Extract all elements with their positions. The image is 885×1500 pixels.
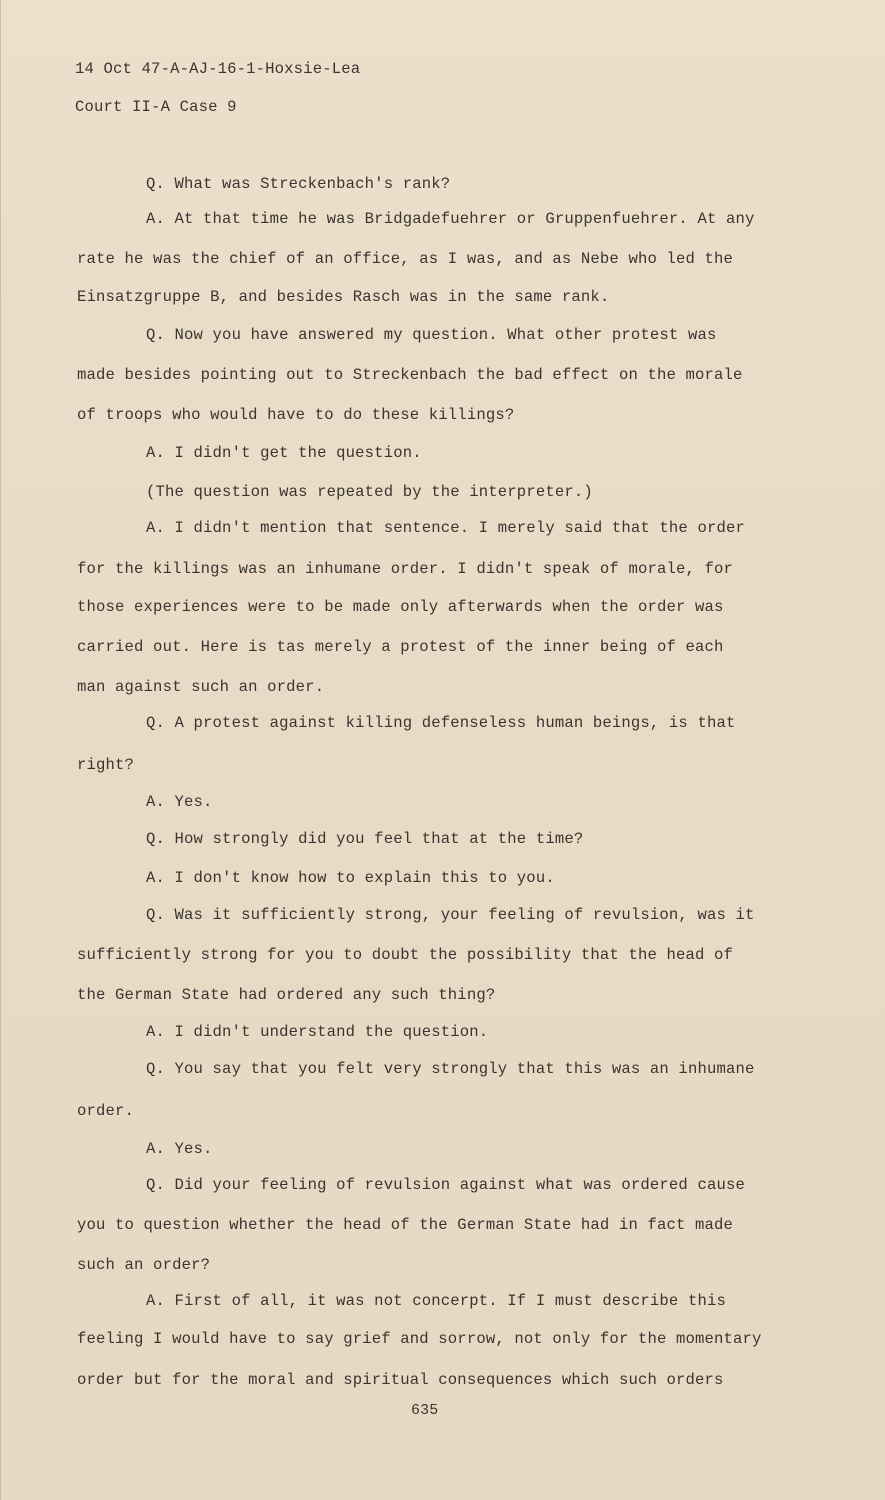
transcript-line: rate he was the chief of an office, as I was, and as Nebe who led the	[77, 250, 734, 268]
transcript-line: A. I don't know how to explain this to you.	[146, 869, 555, 887]
transcript-line: Q. Did your feeling of revulsion against what was ordered cause	[146, 1176, 745, 1194]
header-court-case: Court II-A Case 9	[75, 98, 237, 116]
transcript-line: feeling I would have to say grief and sorrow, not only for the momentary	[77, 1330, 762, 1348]
transcript-line: A. First of all, it was not concerpt. If I must describe this	[146, 1292, 726, 1310]
page-number: 635	[411, 1402, 439, 1419]
transcript-line: Q. A protest against killing defenseless human beings, is that	[146, 714, 736, 732]
transcript-line: A. I didn't mention that sentence. I merely said that the order	[146, 519, 745, 537]
header-session-id: 14 Oct 47-A-AJ-16-1-Hoxsie-Lea	[75, 60, 361, 78]
transcript-line: order but for the moral and spiritual consequences which such orders	[77, 1371, 724, 1389]
transcript-line: A. Yes.	[146, 793, 213, 811]
transcript-line: A. Yes.	[146, 1140, 213, 1158]
transcript-line: the German State had ordered any such thing?	[77, 986, 496, 1004]
transcript-line: man against such an order.	[77, 678, 325, 696]
transcript-line: such an order?	[77, 1256, 211, 1274]
transcript-line: A. I didn't understand the question.	[146, 1023, 489, 1041]
transcript-line: Einsatzgruppe B, and besides Rasch was in the same rank.	[77, 288, 610, 306]
transcript-line: Q. Now you have answered my question. What other protest was	[146, 326, 717, 344]
transcript-line: those experiences were to be made only afterwards when the order was	[77, 598, 724, 616]
transcript-line: Q. How strongly did you feel that at the time?	[146, 830, 584, 848]
transcript-line: of troops who would have to do these killings?	[77, 406, 515, 424]
transcript-line: for the killings was an inhumane order. I didn't speak of morale, for	[77, 560, 734, 578]
transcript-line: made besides pointing out to Streckenbach the bad effect on the morale	[77, 366, 743, 384]
transcript-line: Q. You say that you felt very strongly that this was an inhumane	[146, 1060, 755, 1078]
transcript-line: A. I didn't get the question.	[146, 444, 422, 462]
transcript-line: A. At that time he was Bridgadefuehrer or Gruppenfuehrer. At any	[146, 210, 755, 228]
transcript-line: Q. What was Streckenbach's rank?	[146, 175, 451, 193]
transcript-line: you to question whether the head of the German State had in fact made	[77, 1216, 734, 1234]
transcript-line: sufficiently strong for you to doubt the possibility that the head of	[77, 946, 734, 964]
transcript-line: carried out. Here is tas merely a protest of the inner being of each	[77, 638, 724, 656]
transcript-line: Q. Was it sufficiently strong, your feeling of revulsion, was it	[146, 906, 755, 924]
transcript-line: right?	[77, 756, 135, 774]
transcript-line: (The question was repeated by the interpreter.)	[146, 483, 593, 501]
transcript-line: order.	[77, 1102, 135, 1120]
